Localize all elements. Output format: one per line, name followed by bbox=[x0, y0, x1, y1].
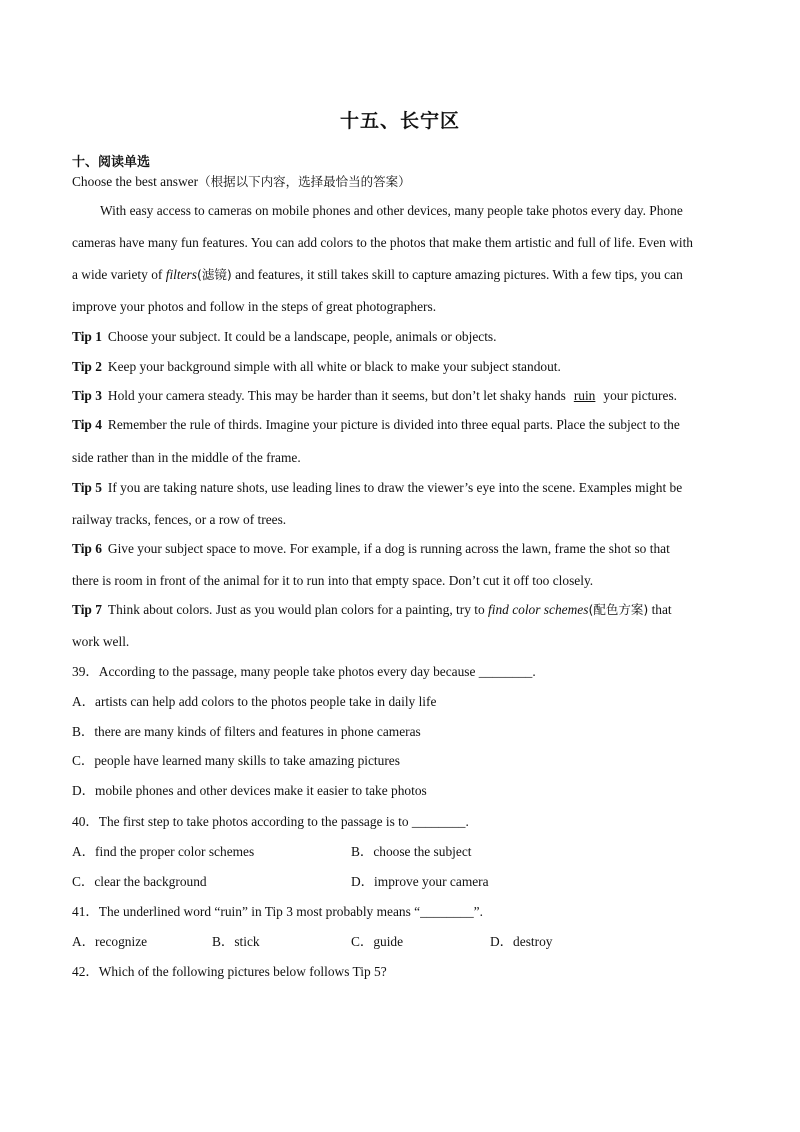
filters-term: filters bbox=[165, 267, 197, 282]
tip-label: Tip 7 bbox=[72, 602, 102, 617]
tip-7 bbox=[72, 601, 732, 619]
tip-5-continued: railway tracks, fences, or a row of trees. bbox=[72, 512, 287, 527]
question-40-option-b[interactable]: B．choose the subject bbox=[351, 844, 472, 859]
question-39-option-c[interactable]: C．people have learned many skills to take amazing pictures bbox=[72, 753, 400, 768]
tip-3 bbox=[72, 387, 732, 405]
tip-7-continued: work well. bbox=[72, 634, 130, 649]
tip-text: Choose your subject. It could be a landscape, people, animals or objects. bbox=[107, 329, 497, 344]
passage-line-3-end: and features, it still takes skill to capture amazing pictures. With a few tips, you can bbox=[235, 267, 683, 282]
tip-text-end: your pictures. bbox=[603, 388, 678, 403]
tip-text: Hold your camera steady. This may be harder than it seems, but don’t let shaky hands bbox=[107, 388, 566, 403]
passage-line-4: improve your photos and follow in the steps of great photographers. bbox=[72, 299, 437, 314]
question-42-stem: 42．Which of the following pictures below follows Tip 5? bbox=[72, 964, 387, 979]
tip-6-continued: there is room in front of the animal for it to run into that empty space. Don’t cut it off too closely. bbox=[72, 573, 594, 588]
question-41-option-b[interactable]: B．stick bbox=[212, 934, 260, 949]
question-39-option-b[interactable]: B．there are many kinds of filters and features in phone cameras bbox=[72, 724, 421, 739]
question-39-option-a[interactable]: A．artists can help add colors to the photos people take in daily life bbox=[72, 694, 437, 709]
underlined-word-ruin: ruin bbox=[573, 388, 596, 403]
page-title: 十五、长宁区 bbox=[339, 110, 460, 132]
tip-6 bbox=[72, 540, 732, 558]
question-41-stem: 41．The underlined word “ruin” in Tip 3 most probably means “________”. bbox=[72, 904, 483, 919]
tip-text: Think about colors. Just as you would plan colors for a painting, try to bbox=[107, 602, 485, 617]
tip-text-end: that bbox=[651, 602, 672, 617]
question-39-stem: 39．According to the passage, many people take photos every day because ________. bbox=[72, 664, 536, 679]
tip-text: If you are taking nature shots, use leading lines to draw the viewer’s eye into the scene. Examples might be bbox=[107, 480, 683, 495]
tip-label: Tip 1 bbox=[72, 329, 102, 344]
tip-5 bbox=[72, 479, 732, 497]
tip-label: Tip 5 bbox=[72, 480, 102, 495]
tip-2 bbox=[72, 358, 732, 376]
instruction bbox=[72, 173, 732, 191]
passage-line-3 bbox=[72, 266, 732, 284]
tip-1 bbox=[72, 328, 732, 346]
passage-line-1: With easy access to cameras on mobile phones and other devices, many people take photos every day. Phone bbox=[100, 203, 683, 218]
question-41-option-c[interactable]: C．guide bbox=[351, 934, 404, 949]
tip-text: Keep your background simple with all white or black to make your subject standout. bbox=[107, 359, 561, 374]
question-39-option-d[interactable]: D．mobile phones and other devices make it easier to take photos bbox=[72, 783, 427, 798]
tip-label: Tip 3 bbox=[72, 388, 102, 403]
instruction-cn: （根据以下内容，选择最恰当的答案） bbox=[198, 174, 411, 189]
tip-4-continued: side rather than in the middle of the frame. bbox=[72, 450, 301, 465]
section-heading: 十、阅读单选 bbox=[72, 155, 151, 170]
passage-line-2: cameras have many fun features. You can add colors to the photos that make them artistic and full of life. Even with bbox=[72, 235, 693, 250]
question-40-stem: 40．The first step to take photos according to the passage is to ________. bbox=[72, 814, 469, 829]
question-40-option-a[interactable]: A．find the proper color schemes bbox=[72, 844, 255, 859]
filters-cn-gloss: (滤镜) bbox=[196, 267, 232, 282]
question-41-option-d[interactable]: D．destroy bbox=[490, 934, 553, 949]
color-schemes-cn-gloss: (配色方案) bbox=[588, 602, 649, 617]
tip-label: Tip 2 bbox=[72, 359, 102, 374]
tip-4 bbox=[72, 416, 732, 434]
tip-label: Tip 4 bbox=[72, 417, 102, 432]
passage-line-3-start: a wide variety of bbox=[72, 267, 163, 282]
question-40-option-d[interactable]: D．improve your camera bbox=[351, 874, 489, 889]
tip-text: Remember the rule of thirds. Imagine your picture is divided into three equal parts. Place the subject to the bbox=[107, 417, 680, 432]
color-schemes-term: find color schemes bbox=[488, 602, 589, 617]
question-41-option-a[interactable]: A．recognize bbox=[72, 934, 148, 949]
tip-label: Tip 6 bbox=[72, 541, 102, 556]
instruction-en: Choose the best answer bbox=[72, 174, 199, 189]
question-40-option-c[interactable]: C．clear the background bbox=[72, 874, 207, 889]
tip-text: Give your subject space to move. For example, if a dog is running across the lawn, frame the shot so that bbox=[107, 541, 670, 556]
